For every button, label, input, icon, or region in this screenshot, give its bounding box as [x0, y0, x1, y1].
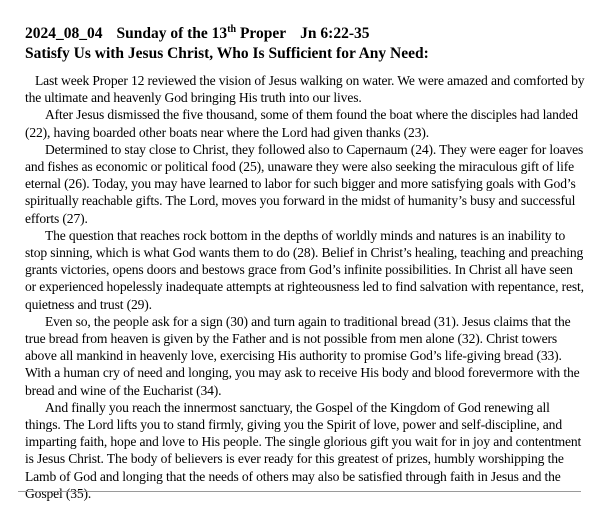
- paragraph: Even so, the people ask for a sign (30) and turn again to traditional bread (31). Jesus claims that the true bread from heaven is given by the Father and is not possible from men alone (32). Christ towers above all mankind in heavenly love, exercising His authority to promise God’s life-giving bread (33). With a human cry of need and longing, you may ask to receive His body and blood forevermore with the bread and wine of the Eucharist (34).: [25, 313, 580, 398]
- date-label: 2024_08_04: [25, 25, 103, 42]
- document-title: Satisfy Us with Jesus Christ, Who Is Sufficient for Any Need:: [25, 45, 429, 62]
- scripture-reference: Jn 6:22-35: [300, 25, 370, 42]
- paragraph: And finally you reach the innermost sanctuary, the Gospel of the Kingdom of God renewing all things. The Lord lifts you to stand firmly, giving you the Spirit of love, power and self-discipline, and imparting faith, hope and love to His people. The single glorious gift you wait for in joy and contentment is Jesus Christ. The body of believers is ever ready for this greatest of prizes, humbly worshipping the Lamb of God and longing that the needs of others may also be satisfied through faith in Jesus and the Gospel (35).: [25, 399, 582, 501]
- sermon-body: [25, 72, 585, 502]
- bottom-divider: [18, 491, 581, 492]
- heading-line-1: [25, 24, 605, 44]
- paragraph: Determined to stay close to Christ, they followed also to Capernaum (24). They were eager for loaves and fishes as economic or political food (25), unaware they were also seeking the miraculous gift of life eternal (26). Today, you may have learned to labor for such bigger and more satisfying goals with God’s spiritually reachable gifts. The Lord, moves you forward in the midst of humanity’s busy and successful efforts (27).: [25, 141, 584, 226]
- document-heading: [25, 24, 605, 64]
- paragraph: Last week Proper 12 reviewed the vision of Jesus walking on water. We were amazed and comforted by the ultimate and heavenly God bringing His truth into our lives.: [25, 73, 585, 106]
- day-label: Sunday of the 13th Proper: [116, 24, 287, 42]
- paragraph: After Jesus dismissed the five thousand, some of them found the boat where the disciples had landed (22), having boarded other boats near where the Lord had given thanks (23).: [25, 107, 578, 140]
- paragraph: The question that reaches rock bottom in the depths of worldly minds and natures is an inability to stop sinning, which is what God wants them to do (28). Belief in Christ’s healing, teaching and preaching grants victories, opens doors and bestows grace from God’s infinite possibilities. In Christ all have seen or experienced hopelessly inadequate attempts at righteousness led to find salvation with repentance, rest, quietness and trust (29).: [25, 227, 584, 312]
- ordinal-suffix: th: [227, 24, 237, 35]
